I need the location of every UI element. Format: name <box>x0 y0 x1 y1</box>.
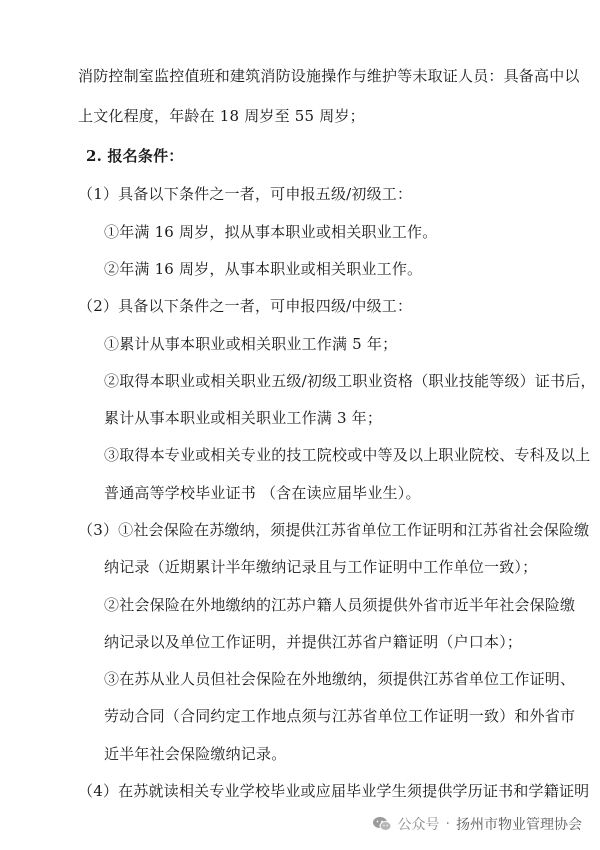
text-line: 劳动合同（合同约定工作地点须与江苏省单位工作证明一致）和外省市 <box>104 707 576 725</box>
section-heading: 2. 报名条件： <box>86 147 184 165</box>
text-line: ①年满 16 周岁，拟从事本职业或相关职业工作。 <box>104 223 438 241</box>
text-line: 累计从事本职业或相关职业工作满 3 年； <box>104 409 383 427</box>
text-line: （1）具备以下条件之一者，可申报五级/初级工： <box>78 185 413 203</box>
text-line: ③在苏从业人员但社会保险在外地缴纳，须提供江苏省单位工作证明、 <box>104 670 576 688</box>
text-line: （2）具备以下条件之一者，可申报四级/中级工： <box>78 297 413 315</box>
watermark-separator: · <box>445 816 450 832</box>
wechat-icon <box>372 816 392 832</box>
text-line: 近半年社会保险缴纳记录。 <box>104 745 287 763</box>
text-line: （4）在苏就读相关专业学校毕业或应届毕业学生须提供学历证书和学籍证明 <box>78 782 590 800</box>
text-line: 纳记录（近期累计半年缴纳记录且与工作证明中工作单位一致）； <box>104 558 538 576</box>
text-line: 消防控制室监控值班和建筑消防设施操作与维护等未取证人员：具备高中以 <box>78 67 580 85</box>
text-line: ①累计从事本职业或相关职业工作满 5 年； <box>104 335 398 353</box>
text-line: ②取得本职业或相关职业五级/初级工职业资格（职业技能等级）证书后， <box>104 372 596 390</box>
text-line: （3）①社会保险在苏缴纳，须提供江苏省单位工作证明和江苏省社会保险缴 <box>78 521 590 539</box>
text-line: 上文化程度，年龄在 18 周岁至 55 周岁； <box>78 107 365 125</box>
text-line: 纳记录以及单位工作证明，并提供江苏省户籍证明（户口本）； <box>104 633 523 651</box>
watermark-brand: 扬州市物业管理协会 <box>456 817 582 833</box>
wechat-watermark <box>372 812 582 836</box>
text-line: ③取得本专业或相关专业的技工院校或中等及以上职业院校、专科及以上 <box>104 446 591 464</box>
text-line: ②社会保险在外地缴纳的江苏户籍人员须提供外省市近半年社会保险缴 <box>104 596 576 614</box>
text-line: 普通高等学校毕业证书 （含在读应届毕业生）。 <box>104 484 421 502</box>
text-line: ②年满 16 周岁，从事本职业或相关职业工作。 <box>104 260 423 278</box>
watermark-prefix: 公众号 <box>397 817 440 833</box>
